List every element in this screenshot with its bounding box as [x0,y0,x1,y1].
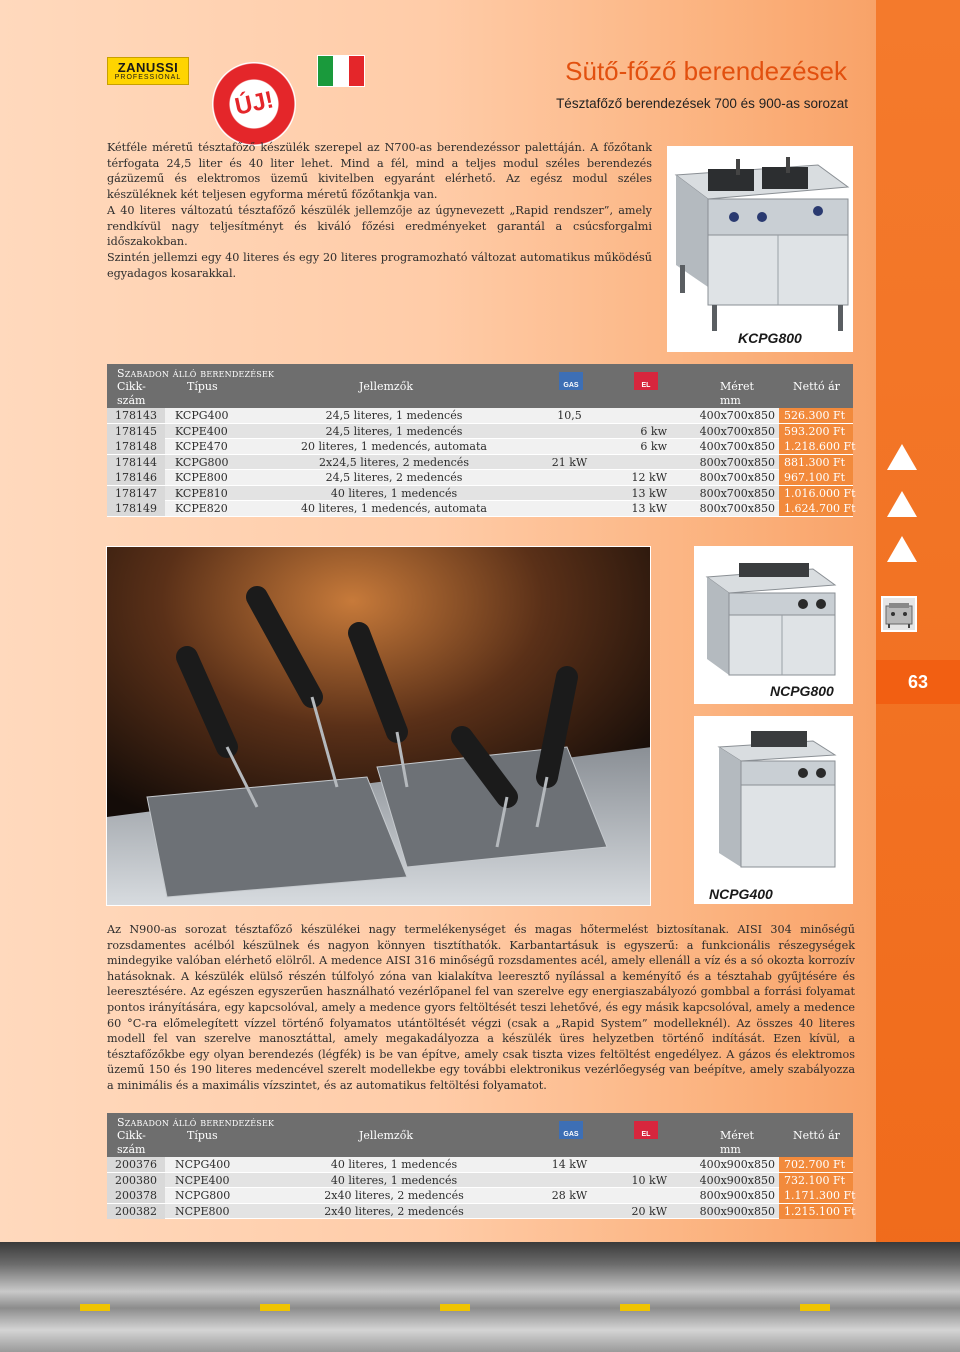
table-row [107,455,853,471]
electric-icon: EL [634,1121,658,1139]
price-cell: 702.700 Ft [779,1157,853,1172]
col-size-header: Méret [720,380,754,393]
size-cell: 800x700x850 [699,455,775,469]
electric-power-cell: 10 kW [631,1173,667,1187]
gas-icon: GAS [559,372,583,390]
col-size-header-2: mm [720,394,741,407]
col-size-header: Méret [720,1129,754,1142]
type-cell: KCPE470 [175,440,228,453]
electric-power-cell: 20 kW [631,1204,667,1218]
page-number-box [876,660,960,704]
type-cell: KCPE810 [175,486,228,500]
col-features-header: Jellemzők [359,380,413,393]
price-cell: 1.624.700 Ft [779,501,853,516]
brand-badge-icon [620,1304,650,1311]
size-cell: 800x700x850 [699,486,775,500]
price-cell: 1.171.300 Ft [779,1188,853,1203]
size-cell: 400x700x850 [699,440,775,453]
type-cell: KCPE800 [175,471,228,484]
gas-power-cell: 14 kW [551,1158,588,1171]
features-cell: 20 literes, 1 medencés, automata [301,440,487,453]
price-cell: 526.300 Ft [779,408,853,423]
ncpg800-caption: NCPG800 [770,683,834,699]
features-cell: 40 literes, 1 medencés [330,1173,458,1187]
type-cell: NCPE800 [175,1204,230,1218]
col-code-header: Cikk- [117,380,146,393]
electric-power-cell: 6 kw [640,440,667,453]
table-row [107,501,856,517]
table-row [107,486,856,502]
features-cell: 2x40 literes, 2 medencés [324,1204,464,1218]
intro-paragraph: A 40 literes változatú tésztafőző készülék jellemzője az úgynevezett „Rapid rendszer”, amely rendkívül nagy teljesítményt és kiváló főzési eredményeket garantál a csúcsforgalmi időszakokban. [107,203,652,249]
size-cell: 800x900x850 [699,1204,775,1218]
table-row [107,1204,856,1220]
article-number-cell: 200376 [107,1157,165,1172]
table-section-title: Szabadon álló berendezések [117,1116,275,1129]
table-header [107,364,853,408]
table-section-title: Szabadon álló berendezések [117,367,275,380]
col-price-header: Nettó ár [793,380,840,393]
table-row [107,424,853,440]
table-body [107,1157,856,1219]
article-number-cell: 178149 [107,501,165,516]
nav-triangle-icon [887,444,917,470]
page-number: 63 [907,671,929,692]
size-cell: 400x700x850 [699,424,775,438]
article-number-cell: 178143 [107,408,165,423]
pasta-baskets-photo [106,546,651,906]
size-cell: 400x900x850 [699,1173,775,1187]
table-row [107,1188,856,1204]
gas-power-cell: 21 kW [551,455,588,469]
spec-table-n700 [107,364,856,517]
nav-triangle-icon [887,491,917,517]
brand-badge-icon [260,1304,290,1311]
features-cell: 24,5 literes, 1 medencés [325,409,463,422]
col-features-header: Jellemzők [359,1129,413,1142]
type-cell: KCPE820 [175,502,228,515]
table-row [107,1157,853,1173]
spec-table-n900 [107,1113,856,1219]
features-cell: 24,5 literes, 2 medencés [325,471,463,484]
article-number-cell: 178148 [107,439,165,454]
stamp-label: ÚJ! [232,86,276,121]
price-cell: 593.200 Ft [779,424,853,439]
ncpg400-photo [694,716,853,904]
electric-power-cell: 13 kW [631,502,667,515]
article-number-cell: 178144 [107,455,165,470]
price-cell: 1.016.000 Ft [779,486,853,501]
article-number-cell: 178146 [107,470,165,485]
pasta-cooker-thumbnail-icon [881,596,917,632]
kitchen-equipment-photo [0,1242,960,1352]
electric-power-cell: 12 kW [631,471,667,484]
col-code-header-2: szám [117,394,146,407]
article-number-cell: 178145 [107,424,165,439]
n900-description: Az N900-as sorozat tésztafőző készülékei nagy termelékenységet és magas hőtermelést biztosítanak. AISI 304 minőségű rozsdamentes acélból készülnek és nagyon könnyen tisztíthatók. Karbantartásuk is egyszerű: a funkcionális részegységek mindegyike valóban elérhető elölről. A medence AISI 316 minőségű rozsdamentes acél, amely ellenáll a víz és a só okozta korrozív hatásoknak. A készülék elülső részén túlfolyó zóna van kialakítva leeresztő nyílással a keményítő és a tésztahab gyűjtésére és leeresztésére. Az egészen egyszerűen használható vezérlőpanel fel van szerelve egy energiaszabályozó gombbal a forrási folyamat pontos irányítására, egy kapcsolóval, amely a medence gyors feltöltését teszi lehetővé, és egy másik kapcsolóval, amely a medence 60 °C-ra előmelegített vízzel történő folyamatos utántöltését végzi (csak a „Rapid System” modelleknél). Az összes 40 literes modell fel van szerelve manosztáttal, amely megakadályozza a készülék üres helyzetben történő indítását. Ezen kívül, a tésztafőzőkbe egy olyan berendezés (légfék) is be van építve, amely csak tiszta vizes feltöltést engedélyez. A gázos és elektromos üzemű 150 és 190 literes medencével szerelt modellekbe egy további elektronikus vezérlőegység van beépítve, amely szabályozza a minimális és a maximális vízszintet, és az automatikus feltöltési folyamatot. [107,923,855,1092]
page-title: Sütő-főző berendezések [565,56,847,86]
brand-badge-icon [440,1304,470,1311]
article-number-cell: 200382 [107,1204,165,1219]
price-cell: 732.100 Ft [779,1173,853,1188]
intro-paragraph: Kétféle méretű tésztafőző készülék szerepel az N700-as berendezéssor palettáján. A főzőtank térfogata 24,5 liter és 40 liter lehet. Mind a fél, mind a teljes modul széles berendezés gázüzemű és elektromos üzemű kivitelben egyaránt elérhető. Az egész modul széles készüléknek két teljesen egyforma méretű főzőtankja van. [107,141,652,202]
price-cell: 1.215.100 Ft [779,1204,853,1219]
gas-icon: GAS [559,1121,583,1139]
intro-paragraph: Szintén jellemzi egy 40 literes és egy 20 literes programozható változat automatikus működésű egyadagos kosarakkal. [107,250,652,280]
col-type-header: Típus [187,1129,218,1142]
price-cell: 881.300 Ft [779,455,853,470]
size-cell: 800x700x850 [699,502,775,515]
type-cell: KCPG800 [175,455,229,469]
type-cell: KCPE400 [175,424,228,438]
col-price-header: Nettó ár [793,1129,840,1142]
col-type-header: Típus [187,380,218,393]
table-body [107,408,856,517]
price-cell: 1.218.600 Ft [779,439,853,454]
features-cell: 40 literes, 1 medencés [330,1158,458,1171]
size-cell: 400x900x850 [699,1158,775,1171]
gas-power-cell: 10,5 [557,409,582,422]
type-cell: KCPG400 [175,409,229,422]
type-cell: NCPG800 [175,1189,231,1202]
gas-power-cell: 28 kW [551,1189,588,1202]
table-row [107,1173,853,1189]
table-row [107,439,856,455]
col-code-header: Cikk- [117,1129,146,1142]
zanussi-logo: ZANUSSI PROFESSIONAL [107,57,189,85]
ncpg400-caption: NCPG400 [709,886,773,902]
price-cell: 967.100 Ft [779,470,853,485]
table-header [107,1113,853,1157]
kcpg800-caption: KCPG800 [738,330,802,346]
size-cell: 800x700x850 [699,471,775,484]
electric-icon: EL [634,372,658,390]
brand-badge-icon [800,1304,830,1311]
features-cell: 2x40 literes, 2 medencés [324,1189,464,1202]
ncpg800-photo [694,546,853,704]
nav-triangle-icon [887,536,917,562]
features-cell: 40 literes, 1 medencés [330,486,458,500]
table-row [107,408,853,424]
size-cell: 800x900x850 [699,1189,775,1202]
electric-power-cell: 13 kW [631,486,667,500]
kcpg800-photo [667,146,853,352]
features-cell: 24,5 literes, 1 medencés [325,424,463,438]
article-number-cell: 200380 [107,1173,165,1188]
intro-text [107,140,652,281]
italian-flag-icon [317,55,365,87]
table-row [107,470,853,486]
features-cell: 40 literes, 1 medencés, automata [301,502,487,515]
brand-badge-icon [80,1304,110,1311]
page-subtitle: Tésztafőző berendezések 700 és 900-as sorozat [556,96,848,111]
article-number-cell: 200378 [107,1188,165,1203]
size-cell: 400x700x850 [699,409,775,422]
electric-power-cell: 6 kw [640,424,667,438]
type-cell: NCPE400 [175,1173,230,1187]
new-product-stamp [212,62,296,146]
col-size-header-2: mm [720,1143,741,1156]
col-code-header-2: szám [117,1143,146,1156]
features-cell: 2x24,5 literes, 2 medencés [319,455,469,469]
article-number-cell: 178147 [107,486,165,501]
type-cell: NCPG400 [175,1158,231,1171]
